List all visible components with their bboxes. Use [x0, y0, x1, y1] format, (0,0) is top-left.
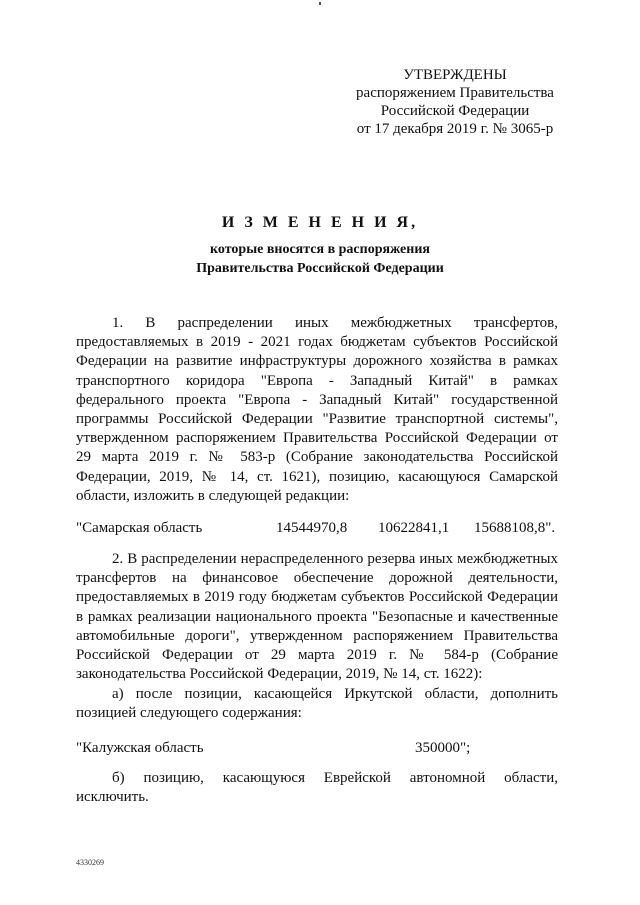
subtitle-line: которые вносятся в распоряжения — [210, 242, 430, 257]
document-title: И З М Е Н Е Н И Я, — [221, 214, 419, 231]
approval-block — [340, 66, 570, 138]
approval-line: распоряжением Правительства — [356, 85, 554, 101]
approval-line: Российской Федерации — [380, 103, 530, 119]
document-code: 4330269 — [76, 858, 104, 867]
row-samara-value-2: 10622841,1 — [378, 520, 450, 536]
paragraph-2: 2. В распределении нераспределенного резерва иных межбюджетных трансфертов на финансовое обеспечение дорожной деятельности, предоставляемых в 2019 году бюджетам субъектов Российской Федерации в рамках реализации национального проекта "Безопасные и качественные автомобильные дороги", утвержденном распоряжением Правительства Российской Федерации от 29 марта 2019 г. № 584-р (Собрание законодательства Российской Федерации, 2019, № 14, ст. 1622): — [76, 551, 558, 683]
row-kaluga-value: 350000"; — [415, 740, 471, 756]
document-subtitle — [0, 240, 640, 278]
paragraph-2a: а) после позиции, касающейся Иркутской области, дополнить позицией следующего содержания: — [76, 686, 558, 722]
row-samara-value-3: 15688108,8". — [474, 520, 556, 536]
row-kaluga-name: "Калужская область — [76, 740, 204, 756]
row-samara-name: "Самарская область — [76, 520, 203, 536]
paragraph-1: 1. В распределении иных межбюджетных трансфертов, предоставляемых в 2019 - 2021 годах бюджетам субъектов Российской Федерации на развитие инфраструктуры дорожного хозяйства в рамках транспортного коридора "Европа - Западный Китай" в рамках федерального проекта "Европа - Западный Китай" государственной программы Российской Федерации "Развитие транспортной системы", утвержденном распоряжением Правительства Российской Федерации от 29 марта 2019 г. № 583-р (Собрание законодательства Российской Федерации, 2019, № 14, ст. 1621), позицию, касающуюся Самарской области, изложить в следующей редакции: — [76, 315, 558, 504]
row-samara-value-1: 14544970,8 — [276, 520, 348, 536]
paragraph-2b: б) позицию, касающуюся Еврейской автономной области, исключить. — [76, 770, 558, 806]
page-top-mark — [319, 2, 321, 5]
approval-title: УТВЕРЖДЕНЫ — [403, 67, 507, 83]
subtitle-line: Правительства Российской Федерации — [196, 261, 444, 276]
approval-date: от 17 декабря 2019 г. № 3065-р — [356, 121, 554, 137]
